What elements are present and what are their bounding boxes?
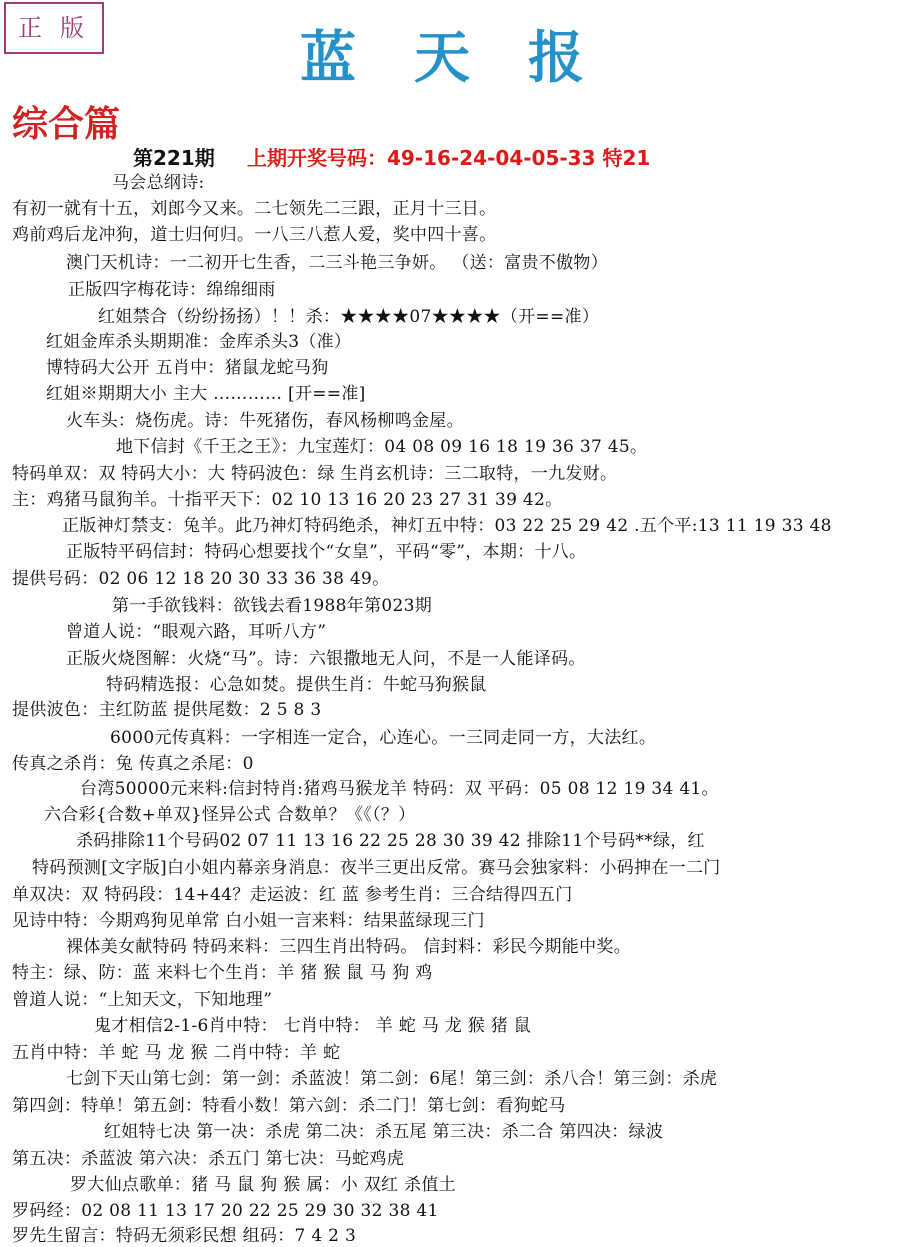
content-line: 正版火烧图解：火烧“马”。诗：六银撒地无人问，不是一人能译码。 bbox=[66, 649, 586, 669]
content-line: 正版四字梅花诗：绵绵细雨 bbox=[68, 280, 276, 300]
content-line: 鬼才相信2-1-6肖中特： 七肖中特： 羊 蛇 马 龙 猴 猪 鼠 bbox=[94, 1016, 532, 1036]
content-line: 澳门天机诗：一二初开七生香，二三斗艳三争妍。 （送：富贵不傲物） bbox=[66, 253, 609, 273]
content-line: 红姐特七决 第一决：杀虎 第二决：杀五尾 第三决：杀二合 第四决：绿波 bbox=[104, 1122, 664, 1142]
content-line: 火车头：烧伤虎。诗：牛死猪伤，春风杨柳鸣金屋。 bbox=[66, 411, 464, 431]
content-line: 曾道人说：“眼观六路，耳听八方” bbox=[66, 622, 327, 642]
content-line: 罗先生留言：特码无须彩民想 组码：7 4 2 3 bbox=[12, 1226, 357, 1246]
newspaper-title: 蓝天报 bbox=[300, 26, 642, 91]
content-line: 第五决：杀蓝波 第六决：杀五门 第七决：马蛇鸡虎 bbox=[12, 1149, 405, 1169]
content-line: 见诗中特：今期鸡狗见单常 白小姐一言来料：结果蓝绿现三门 bbox=[12, 911, 485, 931]
content-line: 台湾50000元来料:信封特肖:猪鸡马猴龙羊 特码：双 平码：05 08 12 19 34 41。 bbox=[80, 779, 719, 799]
content-line: 马会总纲诗: bbox=[112, 173, 205, 193]
content-line: 特码单双：双 特码大小：大 特码波色：绿 生肖玄机诗：三二取特，一九发财。 bbox=[12, 464, 618, 484]
content-line: 六合彩{合数+单双}怪异公式 合数单？《《（？） bbox=[44, 805, 416, 825]
content-line: 提供号码：02 06 12 18 20 30 33 36 38 49。 bbox=[12, 569, 390, 589]
content-line: 杀码排除11个号码02 07 11 13 16 22 25 28 30 39 42 排除11个号码**绿，红 bbox=[76, 831, 705, 851]
genuine-edition-badge: 正版 bbox=[4, 2, 104, 54]
last-draw-numbers: 上期开奖号码：49-16-24-04-05-33 特21 bbox=[247, 146, 651, 170]
content-line: 正版特平码信封：特码心想要找个“女皇”，平码“零”，本期：十八。 bbox=[66, 542, 587, 562]
content-line: 第四剑：特单！第五剑：特看小数！第六剑：杀二门！第七剑：看狗蛇马 bbox=[12, 1096, 566, 1116]
content-line: 第一手欲钱料：欲钱去看1988年第023期 bbox=[112, 596, 433, 616]
content-line: 红姐※期期大小 主大 ………… [开==准] bbox=[46, 384, 366, 404]
content-line: 单双决：双 特码段：14+44？走运波：红 蓝 参考生肖：三合结得四五门 bbox=[12, 885, 573, 905]
issue-number: 第221期 bbox=[133, 146, 215, 170]
content-line: 红姐金库杀头期期准：金库杀头3（准） bbox=[46, 332, 352, 352]
content-line: 主：鸡猪马鼠狗羊。十指平天下：02 10 13 16 20 23 27 31 39 42。 bbox=[12, 490, 563, 510]
content-line: 特码精选报：心急如焚。提供生肖：牛蛇马狗猴鼠 bbox=[106, 675, 487, 695]
content-line: 鸡前鸡后龙冲狗，道士归何归。一八三八惹人爱，奖中四十喜。 bbox=[12, 225, 497, 245]
content-line: 正版神灯禁支：兔羊。此乃神灯特码绝杀，神灯五中特：03 22 25 29 42 .五个平:13 11 19 33 48 bbox=[62, 516, 832, 536]
section-title: 综合篇 bbox=[12, 103, 121, 145]
content-line: 地下信封《千王之王》：九宝莲灯：04 08 09 16 18 19 36 37 45。 bbox=[116, 437, 648, 457]
content-line: 提供波色：主红防蓝 提供尾数：2 5 8 3 bbox=[12, 700, 322, 720]
content-line: 裸体美女献特码 特码来料：三四生肖出特码。 信封料：彩民今期能中奖。 bbox=[66, 937, 632, 957]
content-line: 七剑下天山第七剑：第一剑：杀蓝波！第二剑：6尾！第三剑：杀八合！第三剑：杀虎 bbox=[66, 1069, 718, 1089]
content-line: 红姐禁合（纷纷扬扬）！！杀：★★★★07★★★★（开==准） bbox=[98, 307, 600, 327]
content-line: 博特码大公开 五肖中：猪鼠龙蛇马狗 bbox=[46, 358, 329, 378]
content-line: 五肖中特：羊 蛇 马 龙 猴 二肖中特：羊 蛇 bbox=[12, 1043, 341, 1063]
content-line: 曾道人说：“上知天文，下知地理” bbox=[12, 990, 273, 1010]
content-line: 传真之杀肖：兔 传真之杀尾：0 bbox=[12, 754, 254, 774]
content-line: 罗大仙点歌单：猪 马 鼠 狗 猴 属：小 双红 杀值土 bbox=[70, 1175, 456, 1195]
content-line: 特码预测[文字版]白小姐内幕亲身消息：夜半三更出反常。赛马会独家料：小码抻在一二门 bbox=[32, 858, 721, 878]
content-line: 罗码经：02 08 11 13 17 20 22 25 29 30 32 38 41 bbox=[12, 1201, 439, 1221]
content-line: 6000元传真料：一字相连一定合，心连心。一三同走同一方，大法红。 bbox=[110, 728, 657, 748]
content-line: 特主：绿、防：蓝 来料七个生肖：羊 猪 猴 鼠 马 狗 鸡 bbox=[12, 963, 433, 983]
content-line: 有初一就有十五，刘郎今又来。二七领先二三跟，正月十三日。 bbox=[12, 199, 497, 219]
